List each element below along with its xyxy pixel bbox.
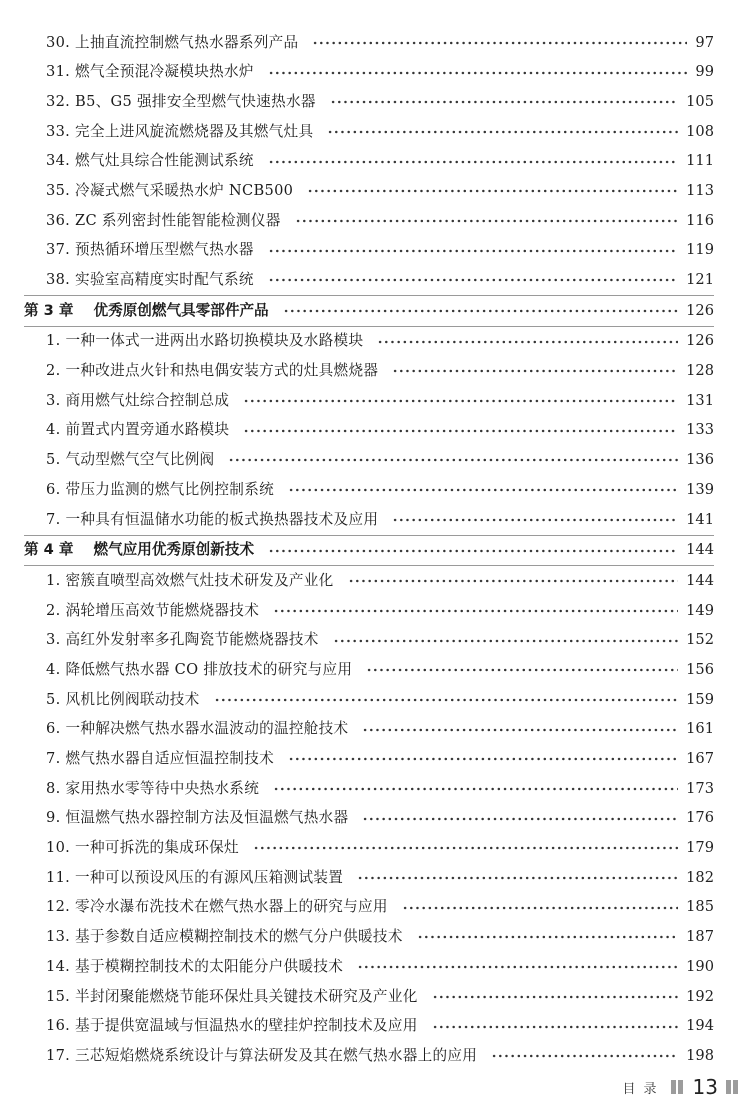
page-number: 149 — [686, 601, 714, 619]
entry-title: 32. B5、G5 强排安全型燃气快速热水器 — [46, 92, 316, 110]
toc-entry[interactable] — [24, 58, 714, 88]
entry-title: 4. 降低燃气热水器 CO 排放技术的研究与应用 — [46, 660, 353, 678]
toc-entry[interactable] — [24, 655, 714, 685]
dot-leader — [417, 935, 678, 939]
entry-title: 30. 上抽直流控制燃气热水器系列产品 — [46, 33, 299, 51]
entry-title: 8. 家用热水零等待中央热水系统 — [46, 779, 260, 797]
running-head: 目录 — [622, 1081, 665, 1097]
entry-title: 2. 一种改进点火针和热电偶安装方式的灶具燃烧器 — [46, 362, 379, 380]
entry-title: 7. 一种具有恒温储水功能的板式换热器技术及应用 — [46, 510, 379, 528]
dot-leader — [295, 219, 679, 223]
toc-entry[interactable] — [24, 386, 714, 416]
entry-title: 1. 密簇直喷型高效燃气灶技术研发及产业化 — [46, 571, 334, 589]
dot-leader — [214, 698, 679, 702]
entry-title: 5. 风机比例阀联动技术 — [46, 690, 200, 708]
page-number: 105 — [686, 92, 714, 110]
dot-leader — [333, 639, 678, 643]
toc-entry[interactable] — [24, 745, 714, 775]
toc-entry[interactable] — [24, 416, 714, 446]
chapter-number: 第 3 章 — [24, 301, 74, 319]
dot-leader — [362, 817, 678, 821]
toc-entry[interactable] — [24, 266, 714, 296]
page-number: 133 — [686, 421, 714, 439]
toc-entry[interactable] — [24, 206, 714, 236]
bar-mark — [733, 1080, 738, 1094]
toc-entry[interactable] — [24, 1041, 714, 1071]
page-number: 136 — [686, 451, 714, 469]
dot-leader — [307, 189, 678, 193]
folio-number: 13 — [692, 1075, 718, 1099]
dot-leader — [243, 399, 678, 403]
entry-title: 33. 完全上进风旋流燃烧器及其燃气灶具 — [46, 122, 314, 140]
dot-leader — [491, 1054, 678, 1058]
toc-entry[interactable] — [24, 475, 714, 505]
page-number: 116 — [686, 211, 714, 229]
page-number: 126 — [686, 332, 714, 350]
toc-section-chapter-4 — [24, 566, 714, 1071]
toc-entry[interactable] — [24, 863, 714, 893]
page-number: 187 — [686, 928, 714, 946]
dot-leader — [312, 41, 687, 45]
page-number: 126 — [686, 301, 714, 319]
bar-mark — [726, 1080, 731, 1094]
page-number: 156 — [686, 660, 714, 678]
bar-mark — [671, 1080, 676, 1094]
chapter-title: 燃气应用优秀原创新技术 — [93, 541, 255, 559]
dot-leader — [330, 100, 678, 104]
toc-entry[interactable] — [24, 566, 714, 596]
toc-entry[interactable] — [24, 923, 714, 953]
dot-leader — [327, 130, 678, 134]
page-number: 119 — [686, 241, 714, 259]
page-number: 179 — [686, 839, 714, 857]
dot-leader — [253, 846, 678, 850]
page-number: 194 — [686, 1017, 714, 1035]
dot-leader — [288, 488, 678, 492]
page-number: 192 — [686, 987, 714, 1005]
toc-entry[interactable] — [24, 147, 714, 177]
chapter-heading-4[interactable] — [24, 536, 714, 566]
entry-title: 31. 燃气全预混冷凝模块热水炉 — [46, 63, 254, 81]
page-number: 167 — [686, 750, 714, 768]
chapter-number: 第 4 章 — [24, 541, 74, 559]
entry-title: 4. 前置式内置旁通水路模块 — [46, 421, 230, 439]
dot-leader — [268, 249, 678, 253]
toc-entry[interactable] — [24, 327, 714, 357]
dot-leader — [432, 1025, 679, 1029]
page-number: 159 — [686, 690, 714, 708]
toc-entry[interactable] — [24, 1012, 714, 1042]
dot-leader — [377, 340, 678, 344]
page-number: 144 — [686, 571, 714, 589]
page-number: 144 — [686, 541, 714, 559]
toc-entry[interactable] — [24, 952, 714, 982]
toc-entry[interactable] — [24, 28, 714, 58]
entry-title: 14. 基于模糊控制技术的太阳能分户供暖技术 — [46, 957, 344, 975]
decorative-bars — [726, 1080, 740, 1094]
dot-leader — [392, 369, 678, 373]
dot-leader — [283, 309, 678, 313]
dot-leader — [268, 160, 678, 164]
dot-leader — [362, 728, 678, 732]
page-number: 131 — [686, 391, 714, 409]
entry-title: 13. 基于参数自适应模糊控制技术的燃气分户供暖技术 — [46, 928, 403, 946]
dot-leader — [392, 518, 678, 522]
page-number: 173 — [686, 779, 714, 797]
toc-entry[interactable] — [24, 357, 714, 387]
toc-entry[interactable] — [24, 236, 714, 266]
page-number: 113 — [686, 181, 714, 199]
entry-title: 3. 商用燃气灶综合控制总成 — [46, 391, 230, 409]
toc-entry[interactable] — [24, 715, 714, 745]
entry-title: 12. 零冷水瀑布洗技术在燃气热水器上的研究与应用 — [46, 898, 388, 916]
entry-title: 6. 一种解决燃气热水器水温波动的温控舱技术 — [46, 720, 349, 738]
entry-title: 10. 一种可拆洗的集成环保灶 — [46, 839, 239, 857]
dot-leader — [243, 429, 678, 433]
toc-entry[interactable] — [24, 685, 714, 715]
entry-title: 3. 高红外发射率多孔陶瓷节能燃烧器技术 — [46, 631, 319, 649]
page-footer — [623, 1075, 740, 1099]
page-number: 128 — [686, 362, 714, 380]
dot-leader — [288, 757, 678, 761]
page-number: 141 — [686, 510, 714, 528]
entry-title: 6. 带压力监测的燃气比例控制系统 — [46, 480, 274, 498]
chapter-title: 优秀原创燃气具零部件产品 — [93, 301, 269, 319]
entry-title: 17. 三芯短焰燃烧系统设计与算法研发及其在燃气热水器上的应用 — [46, 1046, 478, 1064]
page-number: 198 — [686, 1046, 714, 1064]
page-number: 99 — [695, 63, 714, 81]
page-number: 121 — [686, 271, 714, 289]
dot-leader — [273, 609, 678, 613]
dot-leader — [228, 458, 678, 462]
toc-entry[interactable] — [24, 596, 714, 626]
entry-title: 16. 基于提供宽温域与恒温热水的壁挂炉控制技术及应用 — [46, 1017, 418, 1035]
toc-entry[interactable] — [24, 446, 714, 476]
toc-entry[interactable] — [24, 804, 714, 834]
entry-title: 36. ZC 系列密封性能智能检测仪器 — [46, 211, 281, 229]
page-number: 139 — [686, 480, 714, 498]
page-number: 176 — [686, 809, 714, 827]
page-number: 185 — [686, 898, 714, 916]
dot-leader — [273, 787, 678, 791]
bar-mark — [678, 1080, 683, 1094]
toc-entry[interactable] — [24, 893, 714, 923]
entry-title: 38. 实验室高精度实时配气系统 — [46, 271, 254, 289]
page-number: 152 — [686, 631, 714, 649]
toc-entry[interactable] — [24, 87, 714, 117]
toc-entry[interactable] — [24, 176, 714, 206]
page-number: 97 — [695, 33, 714, 51]
entry-title: 9. 恒温燃气热水器控制方法及恒温燃气热水器 — [46, 809, 349, 827]
dot-leader — [402, 906, 678, 910]
page-number: 111 — [686, 152, 714, 170]
dot-leader — [432, 995, 679, 999]
table-of-contents — [24, 28, 714, 1071]
toc-entry[interactable] — [24, 505, 714, 535]
toc-section-chapter-3 — [24, 327, 714, 535]
toc-entry[interactable] — [24, 982, 714, 1012]
entry-title: 35. 冷凝式燃气采暖热水炉 NCB500 — [46, 181, 294, 199]
toc-entry[interactable] — [24, 117, 714, 147]
decorative-bars — [671, 1080, 685, 1094]
toc-entry[interactable] — [24, 834, 714, 864]
page-number: 161 — [686, 720, 714, 738]
entry-title: 7. 燃气热水器自适应恒温控制技术 — [46, 750, 274, 768]
page-number: 190 — [686, 957, 714, 975]
chapter-heading-3[interactable] — [24, 296, 714, 326]
toc-entry[interactable] — [24, 774, 714, 804]
entry-title: 5. 气动型燃气空气比例阀 — [46, 451, 215, 469]
dot-leader — [268, 549, 678, 553]
dot-leader — [268, 278, 678, 282]
entry-title: 1. 一种一体式一进两出水路切换模块及水路模块 — [46, 332, 364, 350]
dot-leader — [357, 965, 678, 969]
dot-leader — [348, 579, 679, 583]
entry-title: 34. 燃气灶具综合性能测试系统 — [46, 152, 254, 170]
dot-leader — [268, 71, 688, 75]
page-number: 108 — [686, 122, 714, 140]
dot-leader — [357, 876, 678, 880]
entry-title: 37. 预热循环增压型燃气热水器 — [46, 241, 254, 259]
dot-leader — [366, 668, 678, 672]
page-number: 182 — [686, 868, 714, 886]
entry-title: 2. 涡轮增压高效节能燃烧器技术 — [46, 601, 260, 619]
entry-title: 11. 一种可以预设风压的有源风压箱测试装置 — [46, 868, 344, 886]
toc-section-continued — [24, 28, 714, 295]
toc-entry[interactable] — [24, 626, 714, 656]
entry-title: 15. 半封闭聚能燃烧节能环保灶具关键技术研究及产业化 — [46, 987, 418, 1005]
